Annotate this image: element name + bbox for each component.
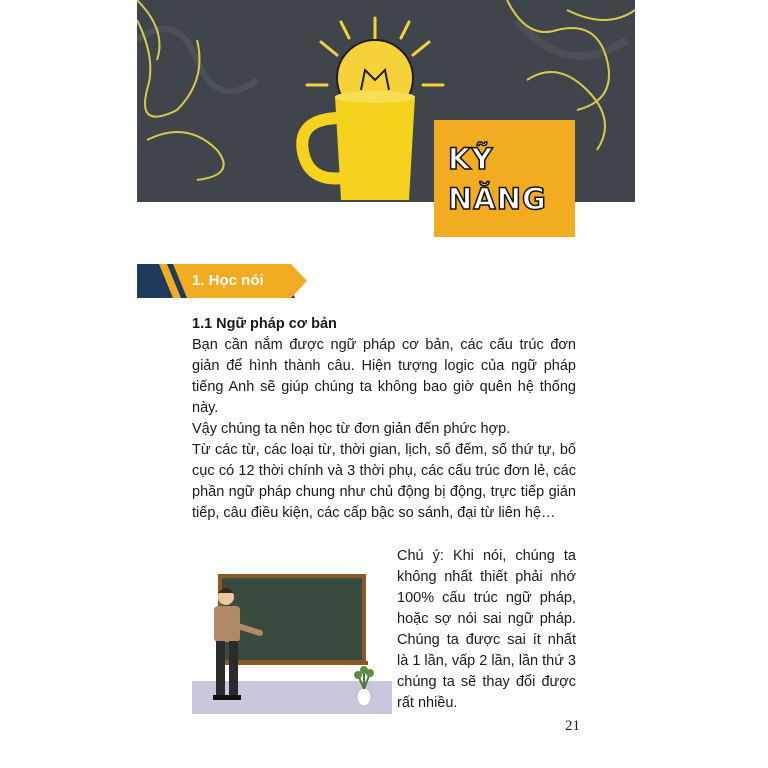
section-label: 1. Học nói bbox=[192, 272, 264, 289]
section-title-box bbox=[434, 120, 575, 237]
section-banner bbox=[137, 264, 307, 298]
book-page bbox=[137, 0, 635, 768]
note-section bbox=[192, 546, 576, 716]
subsection-heading: 1.1 Ngữ pháp cơ bản bbox=[192, 316, 337, 332]
title-line2: NĂNG bbox=[448, 181, 547, 216]
page-number: 21 bbox=[565, 718, 580, 734]
content-text bbox=[192, 314, 576, 524]
paragraph-3: Từ các từ, các loại từ, thời gian, lịch, số đếm, số thứ tự, bố cục có 12 thời chính và 3 thời phụ, các cấu trúc đơn lẻ, các phần ngữ pháp chung như chủ động bị động, trực tiếp gián tiếp, câu điều kiện, các cấp bậc so sánh, đại từ liên hệ… bbox=[192, 442, 576, 521]
paragraph-2: Vậy chúng ta nên học từ đơn giản đến phức hợp. bbox=[192, 421, 511, 437]
teacher-illustration bbox=[192, 571, 392, 714]
title-line1: KỸ bbox=[448, 141, 494, 176]
paragraph-1: Bạn cần nắm được ngữ pháp cơ bản, các cấu trúc đơn giản để hình thành câu. Hiện tượng logic của ngữ pháp tiếng Anh sẽ giúp chúng ta không bao giờ quên hệ thống này. bbox=[192, 337, 576, 416]
note-text: Chú ý: Khi nói, chúng ta không nhất thiết phải nhớ 100% cấu trúc ngữ pháp, hoặc sợ nói sai ngữ pháp. Chúng ta được sai ít nhất là 1 lần, vấp 2 lần, lần thứ 3 chúng ta sẽ thay đổi được rất nhiều. bbox=[397, 548, 576, 711]
